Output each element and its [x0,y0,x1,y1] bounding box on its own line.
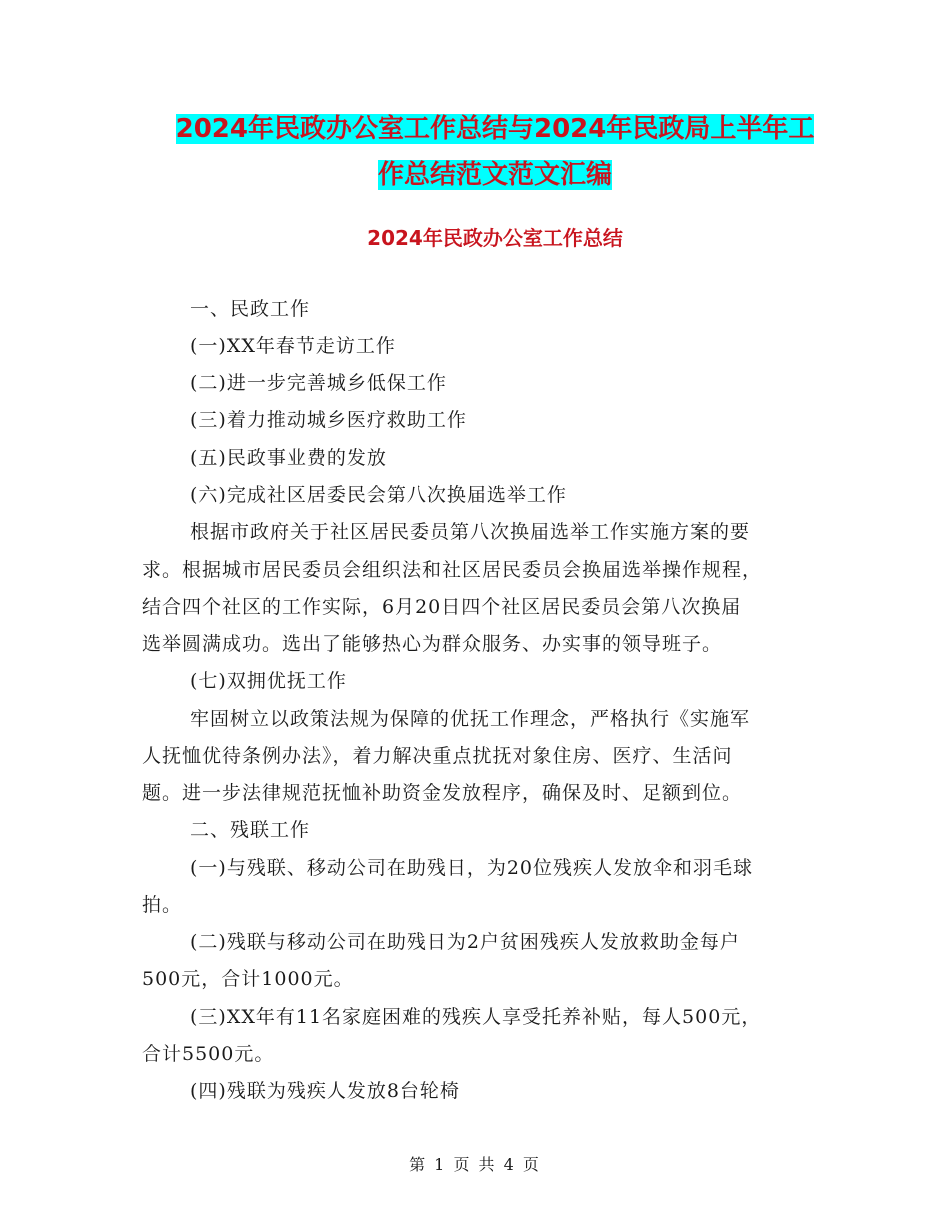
item-line-continued: 500元，合计1000元。 [142,968,354,990]
title-line-2: 作总结范文范文汇编 [377,160,612,190]
page-number-footer: 第 1 页 共 4 页 [409,1155,541,1174]
paragraph-line: 选举圆满成功。选出了能够热心为群众服务、办实事的领导班子。 [142,633,723,655]
title-line-1: 2024年民政办公室工作总结与2024年民政局上半年工 [175,114,815,144]
paragraph-line: 牢固树立以政策法规为保障的优抚工作理念，严格执行《实施军 [190,708,751,730]
document-title [140,104,850,154]
item-line-continued: 拍。 [142,894,183,916]
item-line: (六)完成社区居委民会第八次换届选举工作 [190,484,567,506]
item-line: (二)进一步完善城乡低保工作 [190,372,447,394]
item-line: (四)残联为残疾人发放8台轮椅 [190,1080,460,1102]
paragraph-line: 人抚恤优待条例办法》，着力解决重点扰抚对象住房、医疗、生活问 [142,745,733,767]
paragraph-line: 结合四个社区的工作实际，6月20日四个社区居民委员会第八次换届 [142,596,742,618]
heading-line: 二、残联工作 [190,819,311,841]
item-line: (三)XX年有11名家庭困难的残疾人享受托养补贴，每人500元， [190,1006,762,1028]
item-line: (五)民政事业费的发放 [190,447,387,469]
paragraph-line: 根据市政府关于社区居民委员第八次换届选举工作实施方案的要 [190,521,751,543]
item-line: (三)着力推动城乡医疗救助工作 [190,409,467,431]
item-line: (七)双拥优抚工作 [190,670,347,692]
item-line-continued: 合计5500元。 [142,1043,275,1065]
section-title: 2024年民政办公室工作总结 [367,226,623,250]
item-line: (二)残联与移动公司在助残日为2户贫困残疾人发放救助金每户 [190,931,740,953]
item-line: (一)与残联、移动公司在助残日，为20位残疾人发放伞和羽毛球 [190,857,754,879]
item-line: (一)XX年春节走访工作 [190,335,396,357]
heading-line: 一、民政工作 [190,298,311,320]
document-title-continued [140,150,850,200]
paragraph-line: 求。根据城市居民委员会组织法和社区居民委员会换届选举操作规程， [142,559,763,581]
paragraph-line: 题。进一步法律规范抚恤补助资金发放程序，确保及时、足额到位。 [142,782,743,804]
